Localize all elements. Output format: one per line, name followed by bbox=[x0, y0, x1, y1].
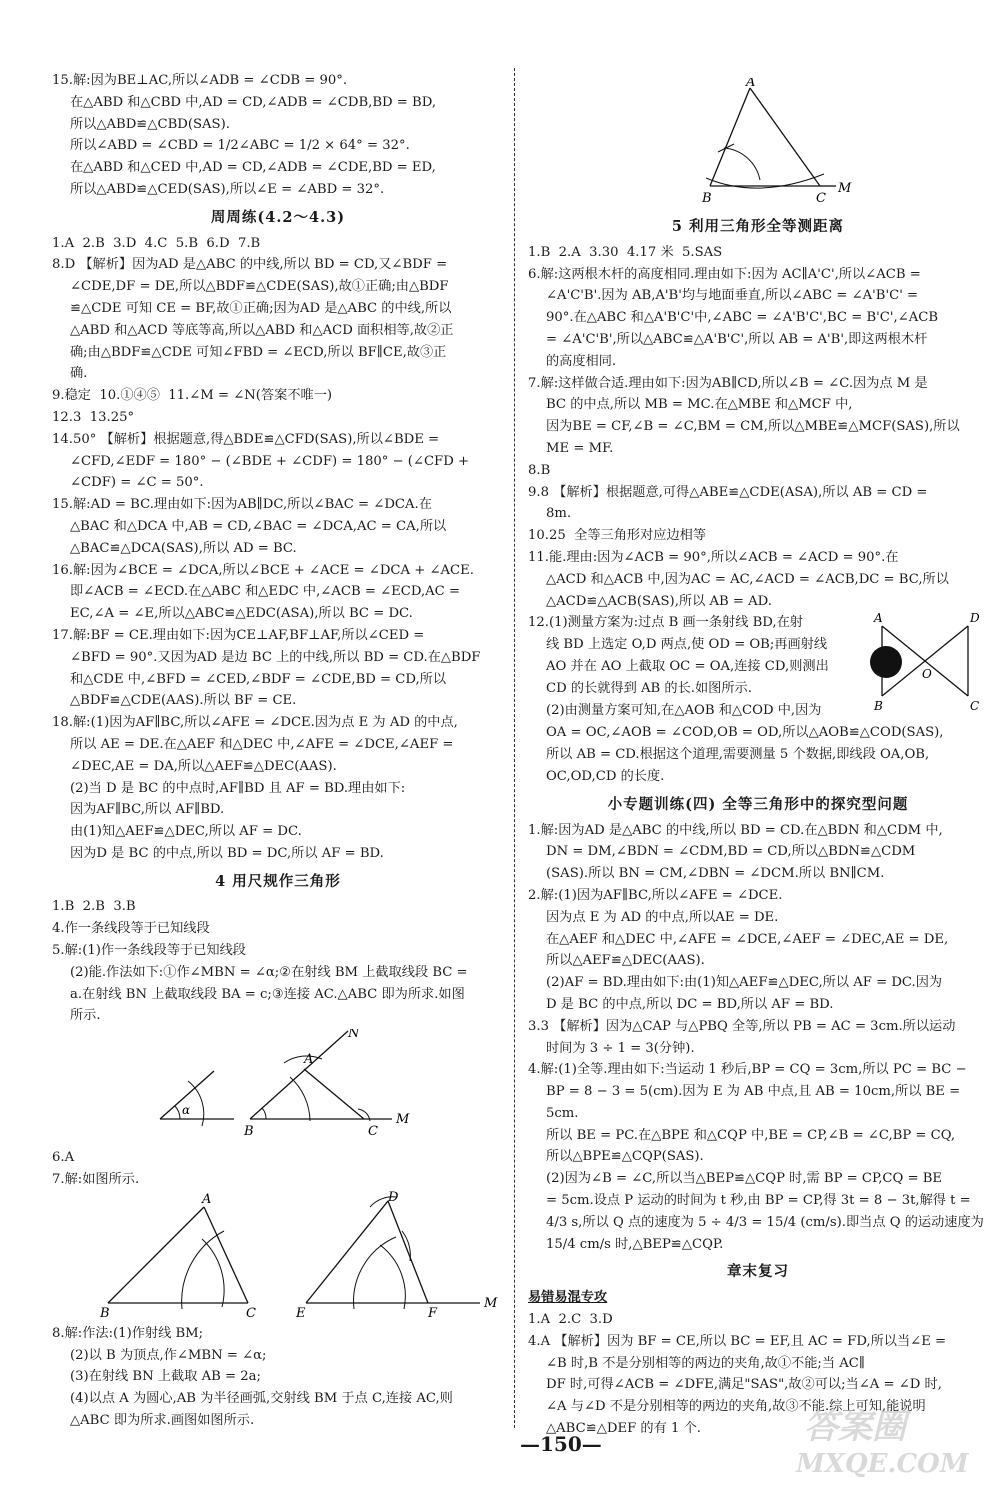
figure-12-bowtie bbox=[868, 612, 988, 712]
label-C: C bbox=[970, 699, 980, 713]
section-heading: 章末复习 bbox=[727, 1263, 789, 1281]
text-line: 所以 AB = CD.根据这个道理,需要测量 5 个数据,即线段 OA,OB, bbox=[546, 747, 930, 763]
text-line: △ACD 和△ACB 中,因为AC = AC,∠ACD = ∠ACB,DC = BC,所以 bbox=[546, 571, 949, 587]
text-line: ≌△CDE 可知 CE = BF,故①正确;因为AD 是△ABC 的中线,所以 bbox=[70, 300, 452, 316]
text-line: 所以△ABD≌△CBD(SAS). bbox=[70, 116, 230, 132]
text-line: 所以 BE = PC.在△BPE 和△CQP 中,BE = CP,∠B = ∠C,BP = CQ, bbox=[546, 1127, 956, 1143]
text-line: ∠A'C'B'.因为 AB,A'B'均与地面垂直,所以∠ABC = ∠A'B'C' = bbox=[546, 288, 919, 304]
text-line: = 5cm.设点 P 运动的时间为 t 秒,由 BP = CP,得 3t = 8 − 3t,解得 t = bbox=[546, 1193, 971, 1209]
text-line: 6.解:这两根木杆的高度相同.理由如下:因为 AC∥A'C',所以∠ACB = bbox=[528, 266, 921, 282]
text-line: 所以△AEF≌△DEC(AAS). bbox=[546, 953, 705, 969]
page-number: —150— bbox=[520, 1432, 602, 1456]
pond-shape bbox=[870, 646, 902, 678]
text-line: ∠B 时,B 不是分别相等的两边的夹角,故①不能;当 AC∥ bbox=[546, 1355, 865, 1371]
page-number-value: 150 bbox=[540, 1432, 582, 1456]
label-B: B bbox=[100, 1305, 110, 1321]
text-line: 90°.在△ABC 和△A'B'C'中,∠ABC = ∠A'B'C',BC = B'C',∠ACB bbox=[546, 310, 939, 326]
left-text-block-b bbox=[52, 1147, 504, 1191]
text-line: 因为AF∥BC,所以 AF∥BD. bbox=[70, 802, 225, 818]
text-line: 1.解:因为AD 是△ABC 的中线,所以 BD = CD.在△BDN 和△CDM 中, bbox=[528, 822, 943, 838]
text-line: OC,OD,CD 的长度. bbox=[546, 768, 665, 784]
text-line: (2)以 B 为顶点,作∠MBN = ∠α; bbox=[70, 1347, 267, 1363]
text-line: ME = MF. bbox=[546, 440, 614, 456]
label-F: F bbox=[428, 1305, 438, 1321]
text-line: 16.解:因为∠BCE = ∠DCA,所以∠BCE + ∠ACE = ∠DCA + ∠ACE. bbox=[52, 562, 474, 578]
text-line: 15.解:因为BE⊥AC,所以∠ADB = ∠CDB = 90°. bbox=[52, 73, 348, 88]
text-line: 在△AEF 和△DEC 中,∠AFE = ∠DCE,∠AEF = ∠DEC,AE = DE, bbox=[546, 931, 949, 947]
section-heading: 小专题训练(四) 全等三角形中的探究型问题 bbox=[607, 795, 909, 813]
text-line: 15.解:AD = BC.理由如下:因为AB∥DC,所以∠BAC = ∠DCA.在 bbox=[52, 497, 432, 513]
label-C: C bbox=[246, 1305, 256, 1321]
text-line: 3.3 【解析】因为△CAP 与△PBQ 全等,所以 PB = AC = 3cm.所以运动 bbox=[528, 1018, 956, 1034]
text-line: 4.作一条线段等于已知线段 bbox=[52, 921, 210, 937]
text-line: (2)因为∠B = ∠C,所以当△BEP≌△CQP 时,需 BP = CP,CQ = BE bbox=[546, 1171, 943, 1187]
text-line: BP = 8 − 3 = 5(cm).因为 E 为 AB 中点,且 AB = 10cm,所以 BE = 5cm. bbox=[546, 1084, 965, 1121]
text-line: 9.稳定 10.①④⑤ 11.∠M = ∠N(答案不唯一) bbox=[52, 388, 333, 404]
figure-5-construction bbox=[52, 1029, 504, 1147]
text-line: D 是 BC 的中点,所以 DC = BD,所以 AF = BD. bbox=[546, 996, 834, 1012]
text-line: 4.解:(1)全等.理由如下:当运动 1 秒后,BP = CQ = 3cm,所以 PC = BC − bbox=[528, 1062, 967, 1078]
text-line: 所以△BPE≌△CQP(SAS). bbox=[546, 1149, 704, 1165]
text-line: 8.D 【解析】因为AD 是△ABC 的中线,所以 BD = CD,又∠BDF = bbox=[52, 257, 448, 273]
text-line: △ABC 即为所求.画图如图所示. bbox=[70, 1413, 255, 1429]
watermark-graphic bbox=[784, 1394, 984, 1484]
right-text-block-a bbox=[528, 216, 988, 612]
text-line: = ∠A'C'B',所以△ABC≌△A'B'C',所以 AB = A'B',即这两根木杆 bbox=[546, 331, 928, 347]
text-line: 14.50° 【解析】根据题意,得△BDE≌△CFD(SAS),所以∠BDE = bbox=[52, 431, 440, 447]
figure-angle-construction bbox=[52, 1029, 504, 1147]
watermark-text: MXQE.COM bbox=[796, 1449, 969, 1479]
text-line: 在△ABD 和△CBD 中,AD = CD,∠ADB = ∠CDB,BD = BD, bbox=[70, 94, 437, 110]
text-line: △ACD≌△ACB(SAS),所以 AB = AD. bbox=[546, 593, 772, 609]
text-line: ∠CFD,∠EDF = 180° − (∠BDE + ∠CDF) = 180° − (∠CFD + bbox=[70, 453, 470, 469]
text-line: 线 BD 上选定 O,D 两点,使 OD = OB;再画射线 bbox=[546, 637, 828, 653]
text-line: 所以 AE = DE.在△AEF 和△DEC 中,∠AFE = ∠DCE,∠AEF = bbox=[70, 736, 454, 752]
label-C: C bbox=[816, 191, 826, 206]
text-line: ∠CDE,DF = DE,所以△BDF≌△CDE(SAS),故①正确;由△BDF bbox=[70, 279, 449, 295]
text-line: 12.(1)测量方案为:过点 B 画一条射线 BD,在射 bbox=[528, 615, 803, 631]
text-line: 7.解:这样做合适.理由如下:因为AB∥CD,所以∠B = ∠C.因为点 M 是 bbox=[528, 375, 928, 391]
label-A: A bbox=[304, 1052, 314, 1068]
text-line: 7.解:如图所示. bbox=[52, 1172, 140, 1188]
right-column bbox=[528, 78, 988, 1440]
text-line: 15/4 cm/s 时,△BEP≌△CQP. bbox=[546, 1236, 724, 1252]
text-line: 8.B bbox=[528, 462, 551, 478]
q12-block bbox=[528, 612, 988, 722]
text-line: 所以△ABD≌△CED(SAS),所以∠E = ∠ABD = 32°. bbox=[70, 181, 385, 197]
label-M: M bbox=[838, 181, 852, 196]
text-line: 所示. bbox=[70, 1008, 101, 1024]
text-line: △ABC≌△DEF 的有 1 个. bbox=[546, 1421, 701, 1437]
label-D: D bbox=[388, 1190, 399, 1205]
text-line: △ABD 和△ACD 等底等高,所以△ABD 和△ACD 面积相等,故②正 bbox=[70, 322, 454, 338]
text-line: ∠DEC,AE = DA,所以△AEF≌△DEC(AAS). bbox=[70, 758, 337, 774]
text-line: ∠A 与∠D 不是分别相等的两边的夹角,故③不能.综上可知,能说明 bbox=[546, 1399, 926, 1415]
text-line: △BAC≌△DCA(SAS),所以 AD = BC. bbox=[70, 540, 297, 556]
text-line: (SAS).所以 BN = CM,∠DBN = ∠DCM.所以 BN∥CM. bbox=[546, 866, 885, 882]
text-line: 的高度相同. bbox=[546, 353, 617, 369]
label-B: B bbox=[874, 699, 883, 713]
label-A: A bbox=[202, 1191, 212, 1207]
text-line: 1.B 2.A 3.30 4.17 米 5.SAS bbox=[528, 244, 723, 260]
column-divider bbox=[514, 68, 515, 1428]
label-A: A bbox=[874, 612, 883, 626]
label-B: B bbox=[702, 191, 712, 206]
text-line: CD 的长就得到 AB 的长.如图所示. bbox=[546, 680, 752, 696]
text-line: DN = DM,∠BDN = ∠CDM,BD = CD,所以△BDN≌△CDM bbox=[546, 844, 916, 860]
text-line: (2)AF = BD.理由如下:由(1)知△AEF≌△DEC,所以 AF = DC.因为 bbox=[546, 975, 943, 991]
figure-7 bbox=[52, 1191, 504, 1323]
text-line: 由(1)知△AEF≌△DEC,所以 AF = DC. bbox=[70, 824, 302, 840]
label-N: N bbox=[348, 1029, 360, 1042]
text-line: DF 时,可得∠ACB = ∠DFE,满足"SAS",故②可以;当∠A = ∠D 时, bbox=[546, 1377, 942, 1393]
label-C: C bbox=[368, 1124, 378, 1140]
section-heading: 5 利用三角形全等测距离 bbox=[671, 218, 845, 235]
label-O: O bbox=[922, 667, 932, 682]
text-line: (3)在射线 BN 上截取 AB = 2a; bbox=[70, 1369, 261, 1385]
text-line: 和△CDE 中,∠BFD = ∠CED,∠BDF = ∠CDE,BD = CD,所以 bbox=[70, 671, 447, 687]
label-alpha: α bbox=[182, 1103, 191, 1118]
watermark-logo bbox=[784, 1394, 984, 1484]
text-line: 1.A 2.C 3.D bbox=[528, 1312, 613, 1328]
figure-triangle-top bbox=[528, 78, 988, 210]
left-column bbox=[52, 70, 504, 1432]
left-text-block-a bbox=[52, 70, 504, 1027]
text-line: 时间为 3 ÷ 1 = 3(分钟). bbox=[546, 1040, 695, 1056]
watermark-cn: 答案圈 bbox=[804, 1407, 906, 1447]
text-line: ∠BFD = 90°.又因为AD 是边 BC 上的中线,所以 BD = CD.在△BDF bbox=[70, 649, 481, 665]
text-line: 8m. bbox=[546, 506, 572, 522]
text-line: 易错易混专攻 bbox=[528, 1290, 608, 1306]
text-line: BC 的中点,所以 MB = MC.在△MBE 和△MCF 中, bbox=[546, 397, 853, 413]
text-line: 6.A bbox=[52, 1150, 75, 1166]
text-line: 18.解:(1)因为AF∥BC,所以∠AFE = ∠DCE.因为点 E 为 AD 的中点, bbox=[52, 715, 458, 731]
text-line: a.在射线 BN 上截取线段 BA = c;③连接 AC.△ABC 即为所求.如图 bbox=[70, 986, 465, 1002]
text-line: 1.B 2.B 3.B bbox=[52, 899, 136, 915]
figure-7-triangles bbox=[52, 1191, 504, 1323]
text-line: 17.解:BF = CE.理由如下:因为CE⊥AF,BF⊥AF,所以∠CED = bbox=[52, 627, 425, 643]
text-line: OA = OC,∠AOB = ∠COD,OB = OD,所以△AOB≌△COD(SAS), bbox=[546, 725, 944, 741]
text-line: 因为点 E 为 AD 的中点,所以AE = DE. bbox=[546, 909, 779, 925]
figure-isosceles-triangle bbox=[528, 78, 988, 210]
text-line: 4/3 s,所以 Q 点的速度为 5 ÷ 4/3 = 15/4 (cm/s).即当点 Q 的运动速度为 bbox=[546, 1214, 984, 1230]
text-line: 即∠ACB = ∠ECD.在△ABC 和△EDC 中,∠ACB = ∠ECD,AC = bbox=[70, 584, 461, 600]
text-line: 确;由△BDF≌△CDE 可知∠FBD = ∠ECD,所以 BF∥CE,故③正 bbox=[70, 344, 447, 360]
text-line: EC,∠A = ∠E,所以△ABC≌△EDC(ASA),所以 BC = DC. bbox=[70, 606, 413, 622]
label-D: D bbox=[970, 612, 980, 626]
label-B: B bbox=[244, 1124, 254, 1140]
q12-text bbox=[528, 612, 858, 721]
text-line: 因为D 是 BC 的中点,所以 BD = DC,所以 AF = BD. bbox=[70, 845, 384, 861]
text-line: AO 并在 AO 上截取 OC = OA,连接 CD,则测出 bbox=[546, 658, 829, 674]
text-line: (2)当 D 是 BC 的中点时,AF∥BD 且 AF = BD.理由如下: bbox=[70, 780, 406, 796]
label-M: M bbox=[396, 1112, 410, 1128]
text-line: 确. bbox=[70, 366, 88, 382]
text-line: ∠CDF) = ∠C = 50°. bbox=[70, 475, 204, 491]
text-line: 9.8 【解析】根据题意,可得△ABE≌△CDE(ASA),所以 AB = CD = bbox=[528, 484, 928, 500]
text-line: 11.能.理由:因为∠ACB = 90°,所以∠ACB = ∠ACD = 90°.在 bbox=[528, 549, 899, 565]
text-line: △BDF≌△CDE(AAS).所以 BF = CE. bbox=[70, 693, 297, 709]
text-line: 在△ABD 和△CED 中,AD = CD,∠ADB = ∠CDE,BD = ED, bbox=[70, 160, 436, 176]
text-line: (2)由测量方案可知,在△AOB 和△COD 中,因为 bbox=[546, 702, 822, 718]
text-line: (4)以点 A 为圆心,AB 为半径画弧,交射线 BM 于点 C,连接 AC,则 bbox=[70, 1391, 453, 1407]
text-line: (2)能.作法如下:①作∠MBN = ∠α;②在射线 BM 上截取线段 BC = bbox=[70, 964, 468, 980]
left-text-block-c bbox=[52, 1323, 504, 1432]
text-line: 所以∠ABD = ∠CBD = 1/2∠ABC = 1/2 × 64° = 32°. bbox=[70, 138, 410, 154]
text-line: △BAC 和△DCA 中,AB = CD,∠BAC = ∠DCA,AC = CA,所以 bbox=[70, 518, 447, 534]
text-line: 12.3 13.25° bbox=[52, 409, 135, 425]
label-E: E bbox=[296, 1305, 306, 1321]
text-line: 1.A 2.B 3.D 4.C 5.B 6.D 7.B bbox=[52, 235, 261, 251]
section-heading: 4 用尺规作三角形 bbox=[215, 872, 341, 890]
section-heading: 周周练(4.2～4.3) bbox=[210, 208, 346, 226]
text-line: 4.A 【解析】因为 BF = CE,所以 BC = EF,且 AC = FD,所以当∠E = bbox=[528, 1333, 947, 1349]
text-line: 8.解:作法:(1)作射线 BM; bbox=[52, 1325, 204, 1341]
label-A: A bbox=[746, 78, 756, 90]
label-M: M bbox=[484, 1295, 498, 1311]
text-line: 5.解:(1)作一条线段等于已知线段 bbox=[52, 943, 246, 959]
text-line: 因为BE = CF,∠B = ∠C,BM = CM,所以△MBE≌△MCF(SAS),所以 bbox=[546, 419, 960, 435]
right-text-block-b bbox=[528, 722, 988, 1440]
text-line: 10.25 全等三角形对应边相等 bbox=[528, 528, 707, 544]
text-line: 2.解:(1)因为AF∥BC,所以∠AFE = ∠DCE. bbox=[528, 887, 783, 903]
